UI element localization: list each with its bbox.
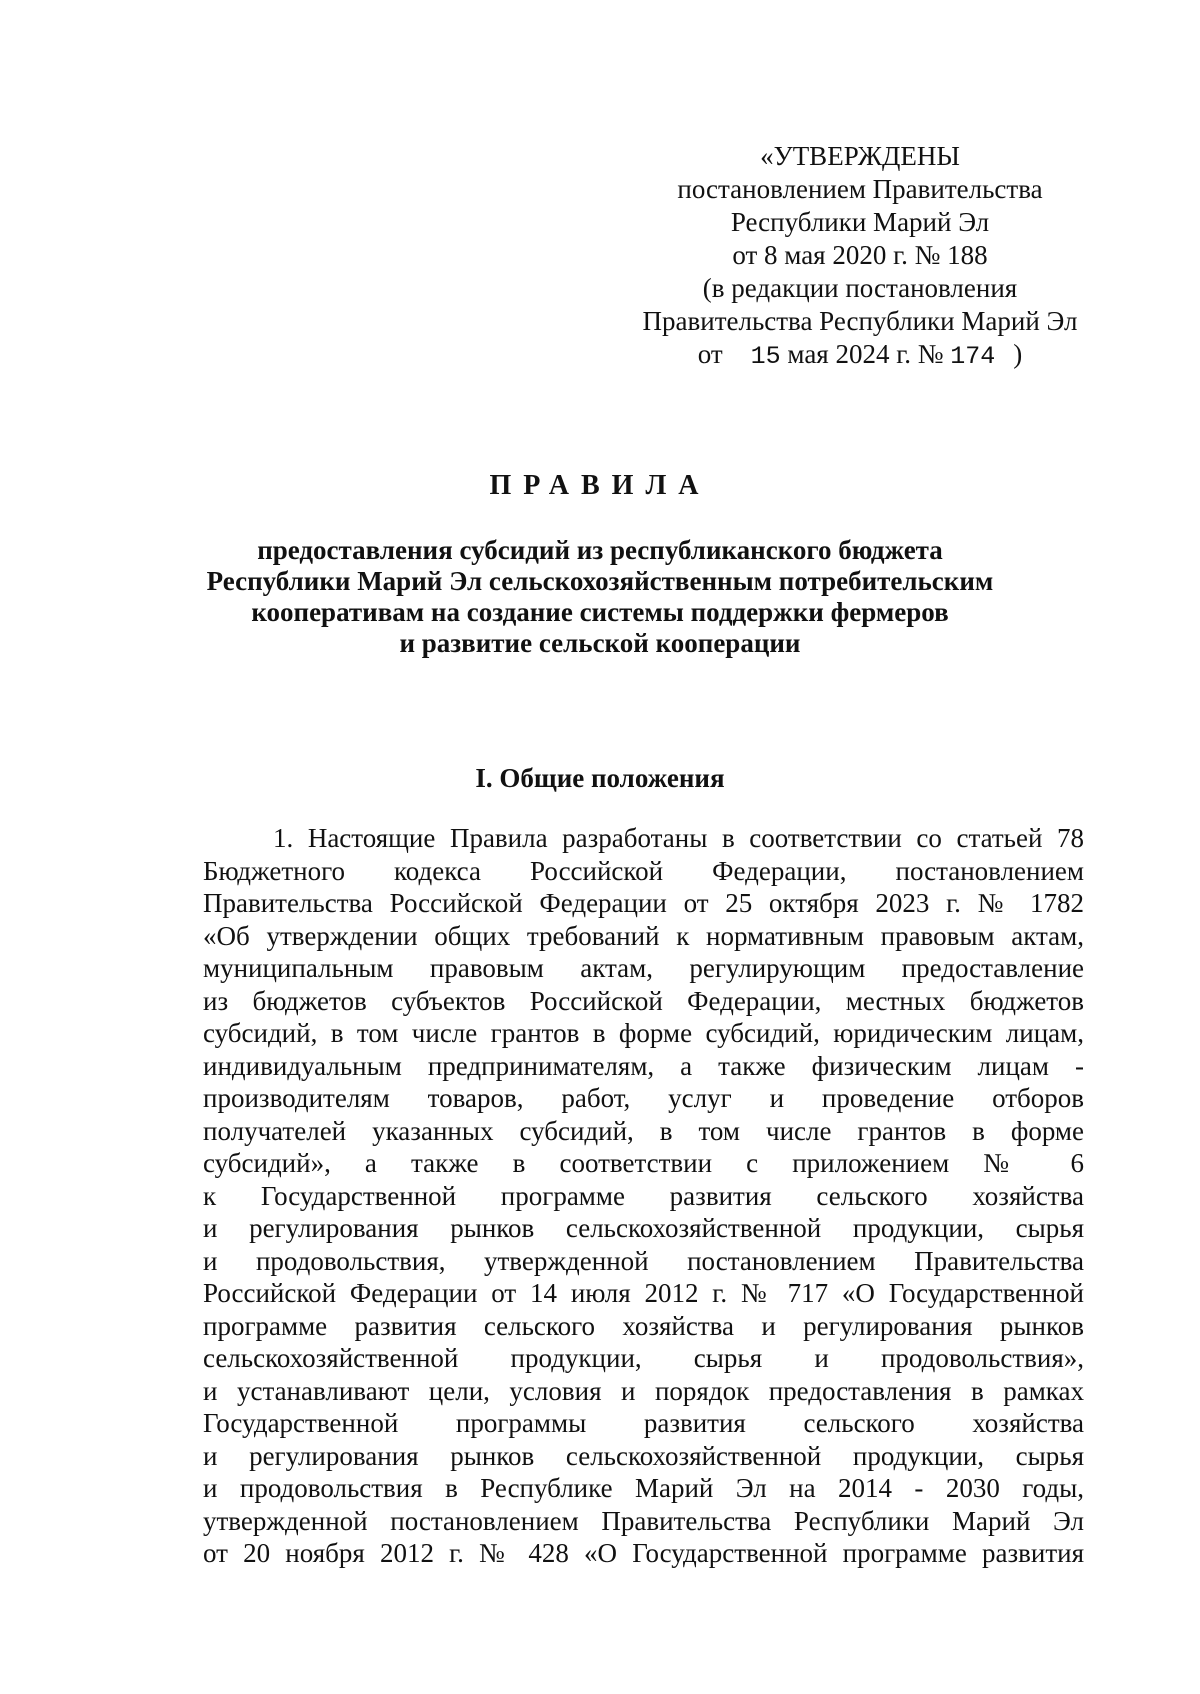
document-subtitle xyxy=(150,535,1050,659)
paragraph-line: и устанавливают цели, условия и порядок предоставления в рамках xyxy=(203,1375,1084,1406)
approval-line: «УТВЕРЖДЕНЫ xyxy=(760,141,960,171)
approval-line: (в редакции постановления xyxy=(702,273,1018,303)
paragraph-line: муниципальным правовым актам, регулирующим предоставление xyxy=(203,953,1084,983)
section-heading: I. Общие положения xyxy=(475,763,725,793)
paragraph-line: получателей указанных субсидий, в том числе грантов в форме xyxy=(203,1115,1084,1146)
paragraph-line: и регулирования рынков сельскохозяйственной продукции, сырья xyxy=(203,1213,1084,1243)
paragraph-line: утвержденной постановлением Правительства Республики Марий Эл xyxy=(203,1505,1084,1536)
approval-day: 15 xyxy=(750,342,781,371)
paragraph-line: 1. Настоящие Правила разработаны в соответствии со статьей 78 xyxy=(273,823,1084,853)
paragraph-line: субсидий», а также в соответствии с приложением № 6 xyxy=(203,1148,1084,1178)
subtitle-line: кооперативам на создание системы поддержки фермеров xyxy=(251,597,949,627)
paragraph-1 xyxy=(203,822,1084,1570)
paragraph-line: и продовольствия в Республике Марий Эл на 2014 - 2030 годы, xyxy=(203,1473,1084,1503)
subtitle-line: и развитие сельской кооперации xyxy=(399,628,801,658)
subtitle-line: Республики Марий Эл сельскохозяйственным потребительским xyxy=(206,566,994,596)
approval-closing-paren: ) xyxy=(1013,339,1023,369)
approval-line: от 8 мая 2020 г. № 188 xyxy=(732,240,988,270)
paragraph-line: Бюджетного кодекса Российской Федерации, постановлением xyxy=(203,855,1084,886)
paragraph-line: Правительства Российской Федерации от 25 октября 2023 г. № 1782 xyxy=(203,888,1084,918)
paragraph-line: от 20 ноября 2012 г. № 428 «О Государственной программе развития xyxy=(203,1538,1084,1568)
paragraph-line: «Об утверждении общих требований к нормативным правовым актам, xyxy=(203,920,1084,951)
paragraph-line: Российской Федерации от 14 июля 2012 г. № 717 «О Государственной xyxy=(203,1278,1084,1308)
paragraph-line: Государственной программы развития сельского хозяйства xyxy=(203,1408,1084,1438)
approval-line: Республики Марий Эл xyxy=(730,207,990,237)
paragraph-line: производителям товаров, работ, услуг и проведение отборов xyxy=(203,1083,1084,1113)
document-title: ПРАВИЛА xyxy=(489,470,711,501)
paragraph-line: и регулирования рынков сельскохозяйственной продукции, сырья xyxy=(203,1440,1084,1471)
approval-month-year: мая 2024 г. № xyxy=(787,339,944,369)
paragraph-line: к Государственной программе развития сельского хозяйства xyxy=(203,1180,1084,1211)
approval-line: Правительства Республики Марий Эл xyxy=(642,306,1078,336)
subtitle-line: предоставления субсидий из республиканского бюджета xyxy=(257,535,943,565)
paragraph-line: и продовольствия, утвержденной постановлением Правительства xyxy=(203,1245,1084,1276)
approval-last-line xyxy=(620,338,1100,373)
paragraph-line: сельскохозяйственной продукции, сырья и продовольствия», xyxy=(203,1343,1084,1373)
paragraph-line: субсидий, в том числе грантов в форме субсидий, юридическим лицам, xyxy=(203,1018,1084,1048)
approval-line: постановлением Правительства xyxy=(677,174,1043,204)
approval-date-prefix: от xyxy=(697,339,723,369)
paragraph-line: из бюджетов субъектов Российской Федерации, местных бюджетов xyxy=(203,985,1084,1016)
paragraph-line: программе развития сельского хозяйства и регулирования рынков xyxy=(203,1310,1084,1341)
approval-stamp xyxy=(620,140,1100,373)
paragraph-line: индивидуальным предпринимателям, а также физическим лицам - xyxy=(203,1050,1084,1081)
approval-number: 174 xyxy=(950,342,996,371)
